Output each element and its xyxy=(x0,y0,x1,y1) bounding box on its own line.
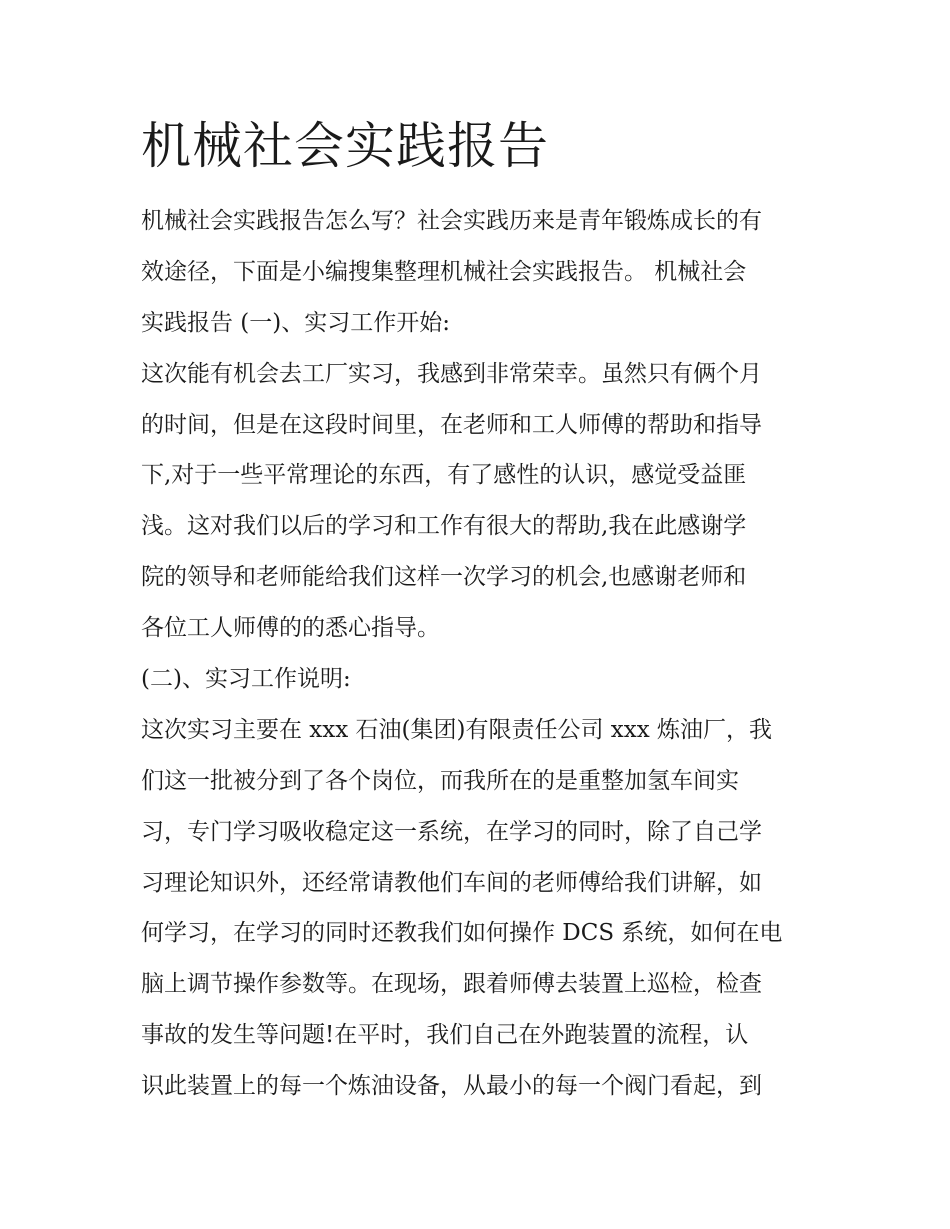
text-line: 们这一批被分到了各个岗位，而我所在的是重整加氢车间实 xyxy=(141,767,739,794)
document-title: 机械社会实践报告 xyxy=(141,117,549,175)
text-line: 下,对于一些平常理论的东西，有了感性的认识，感觉受益匪 xyxy=(141,462,747,489)
text-line: 习理论知识外，还经常请教他们车间的老师傅给我们讲解，如 xyxy=(141,869,762,896)
text-line: 脑上调节操作参数等。在现场，跟着师傅去装置上巡检，检查 xyxy=(141,971,762,998)
text-line: 习，专门学习吸收稳定这一系统，在学习的同时，除了自己学 xyxy=(141,818,762,845)
text-line: 浅。这对我们以后的学习和工作有很大的帮助,我在此感谢学 xyxy=(141,513,747,540)
text-line: 何学习，在学习的同时还教我们如何操作 DCS 系统，如何在电 xyxy=(141,920,783,947)
text-line: 的时间，但是在这段时间里，在老师和工人师傅的帮助和指导 xyxy=(141,411,762,438)
text-line: 各位工人师傅的的悉心指导。 xyxy=(141,615,440,642)
text-line: 机械社会实践报告怎么写？社会实践历来是青年锻炼成长的有 xyxy=(141,208,762,234)
text-line: 这次实习主要在 xxx 石油(集团)有限责任公司 xxx 炼油厂，我 xyxy=(141,716,773,743)
text-line: (二)、实习工作说明: xyxy=(141,666,351,693)
text-line: 这次能有机会去工厂实习，我感到非常荣幸。虽然只有俩个月 xyxy=(141,360,762,387)
text-line: 识此装置上的每一个炼油设备，从最小的每一个阀门看起，到 xyxy=(141,1073,762,1100)
text-line: 效途径，下面是小编搜集整理机械社会实践报告。 机械社会 xyxy=(141,258,747,285)
document-body xyxy=(141,196,821,1112)
text-line: 院的领导和老师能给我们这样一次学习的机会,也感谢老师和 xyxy=(141,564,747,591)
text-line: 实践报告 (一)、实习工作开始: xyxy=(141,309,451,336)
text-line: 事故的发生等问题!在平时，我们自己在外跑装置的流程，认 xyxy=(141,1022,749,1049)
